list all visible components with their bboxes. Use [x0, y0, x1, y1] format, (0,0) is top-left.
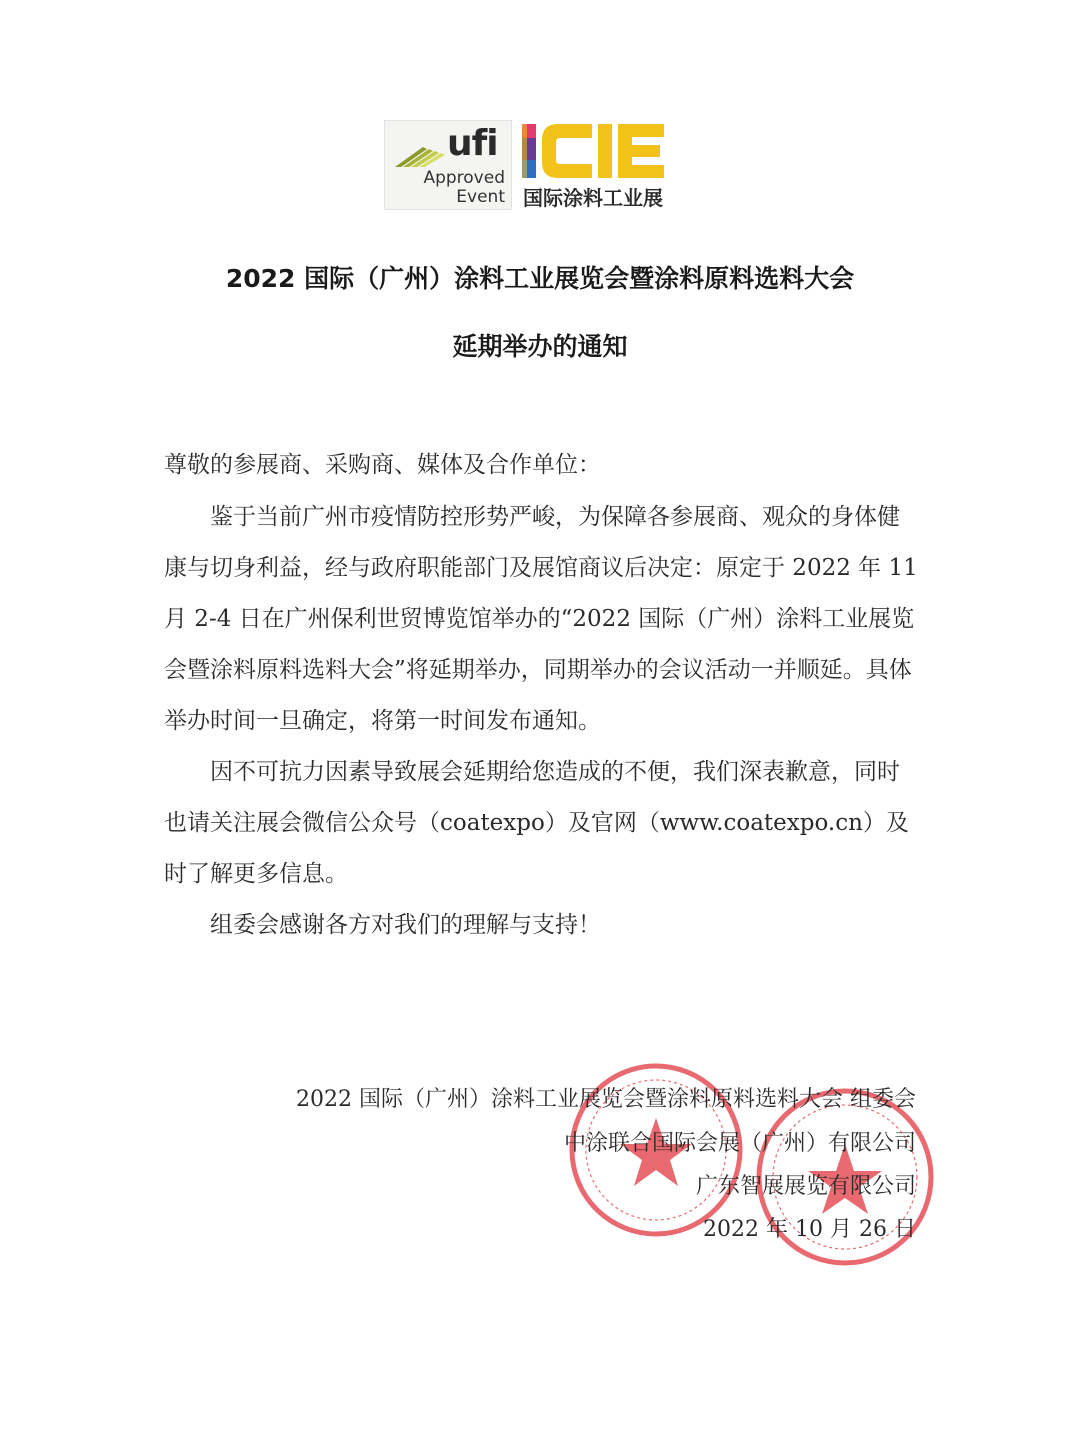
notice-title-line-1: 2022 国际（广州）涂料工业展览会暨涂料原料选料大会: [225, 264, 855, 293]
ufi-approved-label: [423, 169, 505, 207]
notice-title-line-2: 延期举办的通知: [452, 332, 628, 361]
ufi-wordmark: ufi: [447, 123, 498, 164]
ufi-event-text: Event: [456, 187, 505, 207]
ufi-approved-event-logo: [384, 120, 512, 210]
signature-date: 2022 年 10 月 26 日: [703, 1217, 916, 1242]
signature-organizing-committee: 2022 国际（广州）涂料工业展览会暨涂料原料选料大会 组委会: [296, 1087, 916, 1112]
body-paragraph-1: 鉴于当前广州市疫情防控形势严峻，为保障各参展商、观众的身体健康与切身利益，经与政府职能部门及展馆商议后决定：原定于 2022 年 11 月 2-4 日在广州保利世贸博览馆举办的“2022 国际（广州）涂料工业展览会暨涂料原料选料大会”将延期举办，同期举办的会议活动一并顺延。具体举办时间一旦确定，将第一时间发布通知。: [164, 504, 918, 734]
header-logo: [384, 118, 684, 212]
salutation: 尊敬的参展商、采购商、媒体及合作单位：: [164, 452, 601, 478]
icie-chinese-name: 国际涂料工业展: [523, 186, 663, 210]
icie-logo-icon: [522, 120, 682, 182]
signature-company-1: 中涂联合国际会展（广州）有限公司: [563, 1131, 916, 1156]
ufi-approved-text: Approved: [423, 168, 505, 188]
body-paragraph-2: 因不可抗力因素导致展会延期给您造成的不便，我们深表歉意，同时也请关注展会微信公众号（coatexpo）及官网（www.coatexpo.cn）及时了解更多信息。: [164, 759, 909, 887]
signature-company-2: 广东智展展览有限公司: [695, 1174, 916, 1199]
body-paragraph-3: 组委会感谢各方对我们的理解与支持！: [210, 912, 601, 938]
ufi-wing-icon: [393, 139, 449, 169]
